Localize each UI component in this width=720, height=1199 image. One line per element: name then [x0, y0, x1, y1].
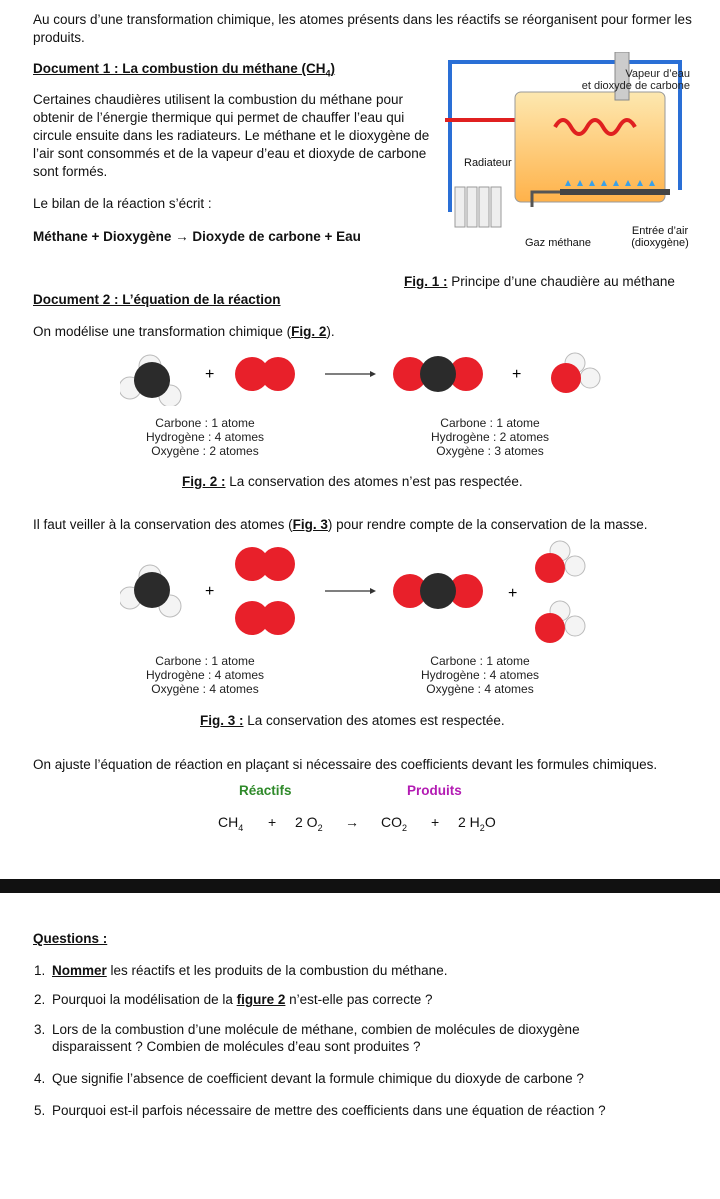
- question-3: 3. Lors de la combustion d’une molécule de méthane, combien de molécules de dioxygène disparaissent ? Combien de molécules d’eau sont produites ?: [34, 1022, 580, 1054]
- o2-molecule: [235, 357, 295, 391]
- doc1-title: Document 1 : La combustion du méthane $(CH_4)$: [33, 61, 336, 79]
- produits-label: Produits: [407, 783, 462, 798]
- doc1-bilan: Le bilan de la réaction s’écrit :: [33, 196, 212, 211]
- doc2-conservation: Il faut veiller à la conservation des atomes (Fig. 3) pour rendre compte de la conservation de la masse.: [33, 517, 648, 532]
- label-entree-air: Entrée d’air (dioxygène): [631, 225, 689, 249]
- intro-text: Au cours d’une transformation chimique, les atomes présents dans les réactifs se réorganisent pour former les produits.: [33, 12, 692, 45]
- fig2-molecules: [120, 346, 610, 406]
- fig3-right-counts: Carbone : 1 atome Hydrogène : 4 atomes Oxygène : 4 atomes: [420, 654, 540, 696]
- boiler-diagram: [440, 52, 700, 257]
- label-vapeur: Vapeur d’eau et dioxyde de carbone: [581, 68, 690, 92]
- question-4: 4. Que signifie l’absence de coefficient devant la formule chimique du dioxyde de carbone ?: [34, 1071, 584, 1086]
- co2-molecule: [393, 356, 483, 392]
- o2-molecule-bottom: [235, 601, 295, 635]
- svg-text:+: +: [512, 366, 522, 383]
- questions-title: Questions :: [33, 931, 108, 946]
- fig2-caption: Fig. 2 : La conservation des atomes n’est pas respectée.: [182, 474, 523, 489]
- doc2-adjust-text: On ajuste l’équation de réaction en plaçant si nécessaire des coefficients devant les formules chimiques.: [33, 757, 658, 772]
- question-1: 1. Nommer les réactifs et les produits de la combustion du méthane.: [34, 963, 448, 978]
- o2-molecule-top: [235, 547, 295, 581]
- fig3-left-counts: Carbone : 1 atome Hydrogène : 4 atomes Oxygène : 4 atomes: [145, 654, 265, 696]
- svg-text:+: +: [205, 583, 215, 600]
- reactifs-label: Réactifs: [239, 783, 292, 798]
- svg-text:+: +: [205, 366, 215, 383]
- label-gaz-methane: Gaz méthane: [525, 237, 592, 249]
- fig2-right-counts: Carbone : 1 atome Hydrogène : 2 atomes Oxygène : 3 atomes: [430, 416, 550, 458]
- doc2-title: Document 2 : L’équation de la réaction: [33, 292, 281, 307]
- h2o-molecule: [551, 353, 600, 393]
- fig3-molecules: [120, 536, 610, 646]
- fig3-caption: Fig. 3 : La conservation des atomes est respectée.: [200, 713, 505, 728]
- methane-molecule: [120, 355, 181, 406]
- doc1-paragraph: Certaines chaudières utilisent la combustion du méthane pour obtenir de l’énergie thermique qui permet de chauffer l’eau qui circule ensuite dans les radiateurs. Le méthane et le dioxygène de l’air sont consommés et de la vapeur d’eau et dioxyde de carbone sont formés.: [33, 92, 430, 179]
- h2o-molecule-bottom: [535, 601, 585, 643]
- fig2-left-counts: Carbone : 1 atome Hydrogène : 4 atomes Oxygène : 2 atomes: [145, 416, 265, 458]
- word-equation: Méthane + Dioxygène → Dioxyde de carbone + Eau: [33, 229, 361, 244]
- doc2-intro: On modélise une transformation chimique (Fig. 2).: [33, 324, 335, 339]
- section-divider: [0, 879, 720, 893]
- question-5: 5. Pourquoi est-il parfois nécessaire de mettre des coefficients dans une équation de réaction ?: [34, 1103, 606, 1118]
- question-2: 2. Pourquoi la modélisation de la figure 2 n’est-elle pas correcte ?: [34, 992, 433, 1007]
- methane-molecule: [120, 565, 181, 617]
- fig1-caption: Fig. 1 : Principe d’une chaudière au méthane: [404, 274, 675, 289]
- co2-molecule: [393, 573, 483, 609]
- svg-text:+: +: [508, 585, 518, 602]
- label-radiateur: Radiateur: [464, 157, 512, 169]
- h2o-molecule-top: [535, 541, 585, 583]
